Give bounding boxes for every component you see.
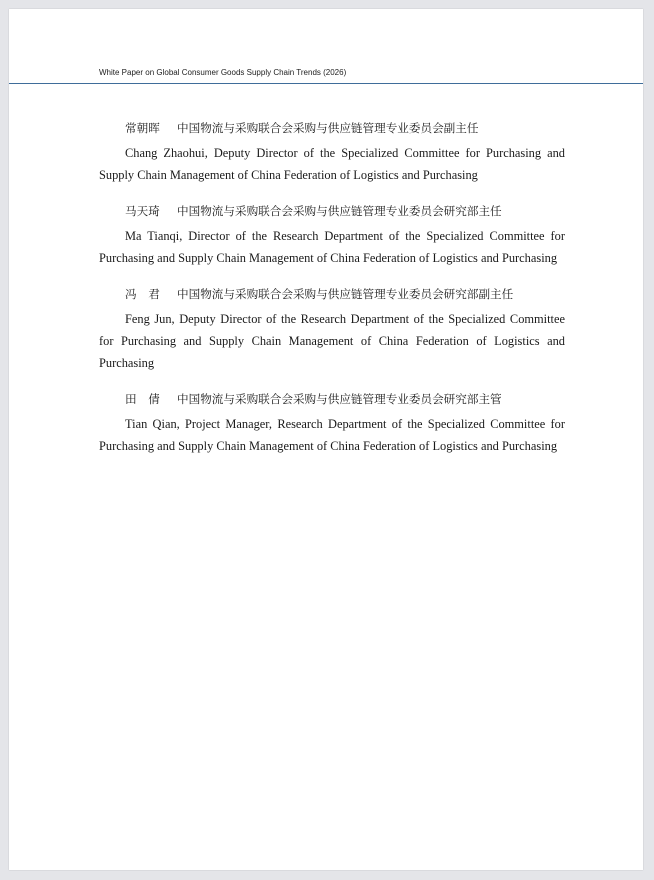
contributor-list [99,119,565,473]
contributor-description-en: Chang Zhaohui, Deputy Director of the Specialized Committee for Purchasing and Supply Chain Management of China Federation of Logistics and Purchasing [99,146,565,182]
header-rule [9,83,643,84]
contributor-description-en: Tian Qian, Project Manager, Research Department of the Specialized Committee for Purchasing and Supply Chain Management of China Federation of Logistics and Purchasing [99,417,565,453]
contributor-title-zh [99,119,565,138]
contributor-title-zh [99,202,565,221]
contributor-name-zh: 冯 君 [125,287,160,301]
contributor-position-zh: 中国物流与采购联合会采购与供应链管理专业委员会研究部主任 [177,204,502,218]
contributor-title-zh [99,285,565,304]
document-page [9,9,643,870]
contributor-name-zh: 马天琦 [125,204,160,218]
contributor-description-en: Ma Tianqi, Director of the Research Department of the Specialized Committee for Purchasing and Supply Chain Management of China Federation of Logistics and Purchasing [99,229,565,265]
contributor-entry [99,202,565,269]
contributor-name-zh: 常朝晖 [125,121,160,135]
contributor-entry [99,390,565,457]
contributor-position-zh: 中国物流与采购联合会采购与供应链管理专业委员会研究部主管 [177,392,502,406]
contributor-position-zh: 中国物流与采购联合会采购与供应链管理专业委员会副主任 [177,121,479,135]
contributor-title-zh [99,390,565,409]
contributor-position-zh: 中国物流与采购联合会采购与供应链管理专业委员会研究部副主任 [177,287,514,301]
running-header: White Paper on Global Consumer Goods Supply Chain Trends (2026) [99,68,347,77]
contributor-entry [99,119,565,186]
contributor-entry [99,285,565,374]
contributor-description-en: Feng Jun, Deputy Director of the Research Department of the Specialized Committee for Purchasing and Supply Chain Management of China Federation of Logistics and Purchasing [99,312,565,370]
contributor-name-zh: 田 倩 [125,392,160,406]
